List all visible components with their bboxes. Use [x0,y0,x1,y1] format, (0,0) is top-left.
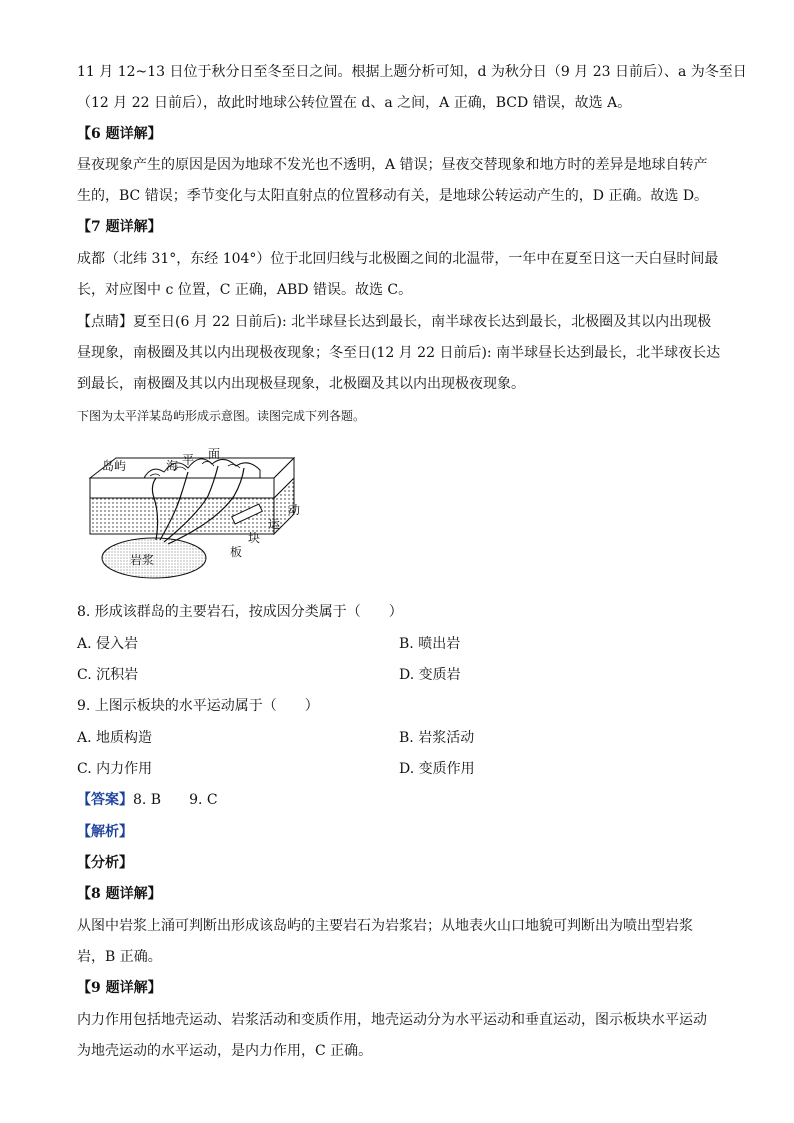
question-9-stem: 9. 上图示板块的水平运动属于（ ） [77,698,319,714]
label-magma: 岩浆 [130,553,155,567]
tip-line: 【点睛】夏至日(6 月 22 日前后): 北半球昼长达到最长，南半球夜长达到最长，北极圈及其以内出现极 [77,314,712,330]
text-line: 11 月 12~13 日位于秋分日至冬至日之间。根据上题分析可知，d 为秋分日（9 月 23 日前后）、a 为冬至日 [77,64,747,80]
question-9-option-a: A. 地质构造 [77,730,153,746]
label-kuai: 块 [248,531,261,545]
text-line: 到最长，南极圈及其以内出现极昼现象，北极圈及其以内出现极夜现象。 [77,376,525,392]
answer-line [77,790,218,810]
question-8-option-a: A. 侵入岩 [77,636,139,652]
section-heading: 【8 题详解】 [77,886,162,902]
question-8-option-b: B. 喷出岩 [399,636,461,652]
question-9-option-c: C. 内力作用 [77,761,153,777]
label-sea: 海 [166,459,179,473]
text-line: （12 月 22 日前后），故此时地球公转位置在 d、a 之间，A 正确，BCD 错误，故选 A。 [77,95,632,111]
section-heading: 【6 题详解】 [77,126,162,142]
label-level: 平 [182,453,195,467]
text-line: 昼现象，南极圈及其以内出现极夜现象；冬至日(12 月 22 日前后): 南半球昼长达到最长，北半球夜长达 [77,345,721,361]
question-8-stem: 8. 形成该群岛的主要岩石，按成因分类属于（ ） [77,604,403,620]
text-line: 从图中岩浆上涌可判断出形成该岛屿的主要岩石为岩浆岩；从地表火山口地貌可判断出为喷出型岩浆 [77,918,693,934]
text-line: 成都（北纬 31°，东经 104°）位于北回归线与北极圈之间的北温带，一年中在夏至日这一天白昼时间最 [77,251,719,267]
text-line: 内力作用包括地壳运动、岩浆活动和变质作用，地壳运动分为水平运动和垂直运动，图示板块水平运动 [77,1012,707,1028]
label-yun: 运 [268,517,281,531]
answer-text: 8. B 9. C [133,792,218,808]
text-line: 昼夜现象产生的原因是因为地球不发光也不透明，A 错误；昼夜交替现象和地方时的差异是地球自转产 [77,157,708,173]
question-8-option-c: C. 沉积岩 [77,667,139,683]
text-line: 为地壳运动的水平运动，是内力作用，C 正确。 [77,1043,373,1059]
label-surface: 面 [208,447,221,461]
section-heading: 【7 题详解】 [77,219,162,235]
section-heading: 【9 题详解】 [77,980,162,996]
label-island: 岛屿 [102,459,127,473]
text-line: 生的，BC 错误；季节变化与太阳直射点的位置移动有关，是地球公转运动产生的，D 正确。故选 D。 [77,188,709,204]
label-dong: 动 [288,503,301,517]
island-formation-diagram [84,446,314,580]
label-ban: 板 [230,545,243,559]
question-9-option-d: D. 变质作用 [399,761,475,777]
analysis-heading: 【解析】 [77,824,133,840]
figure-intro: 下图为太平洋某岛屿形成示意图。读图完成下列各题。 [77,409,366,423]
text-line: 岩，B 正确。 [77,949,162,965]
question-9-option-b: B. 岩浆活动 [399,730,475,746]
analysis-subheading: 【分析】 [77,855,133,871]
answer-tag: 【答案】 [77,792,133,808]
question-8-option-d: D. 变质岩 [399,667,461,683]
text-line: 长，对应图中 c 位置，C 正确，ABD 错误。故选 C。 [77,282,413,298]
